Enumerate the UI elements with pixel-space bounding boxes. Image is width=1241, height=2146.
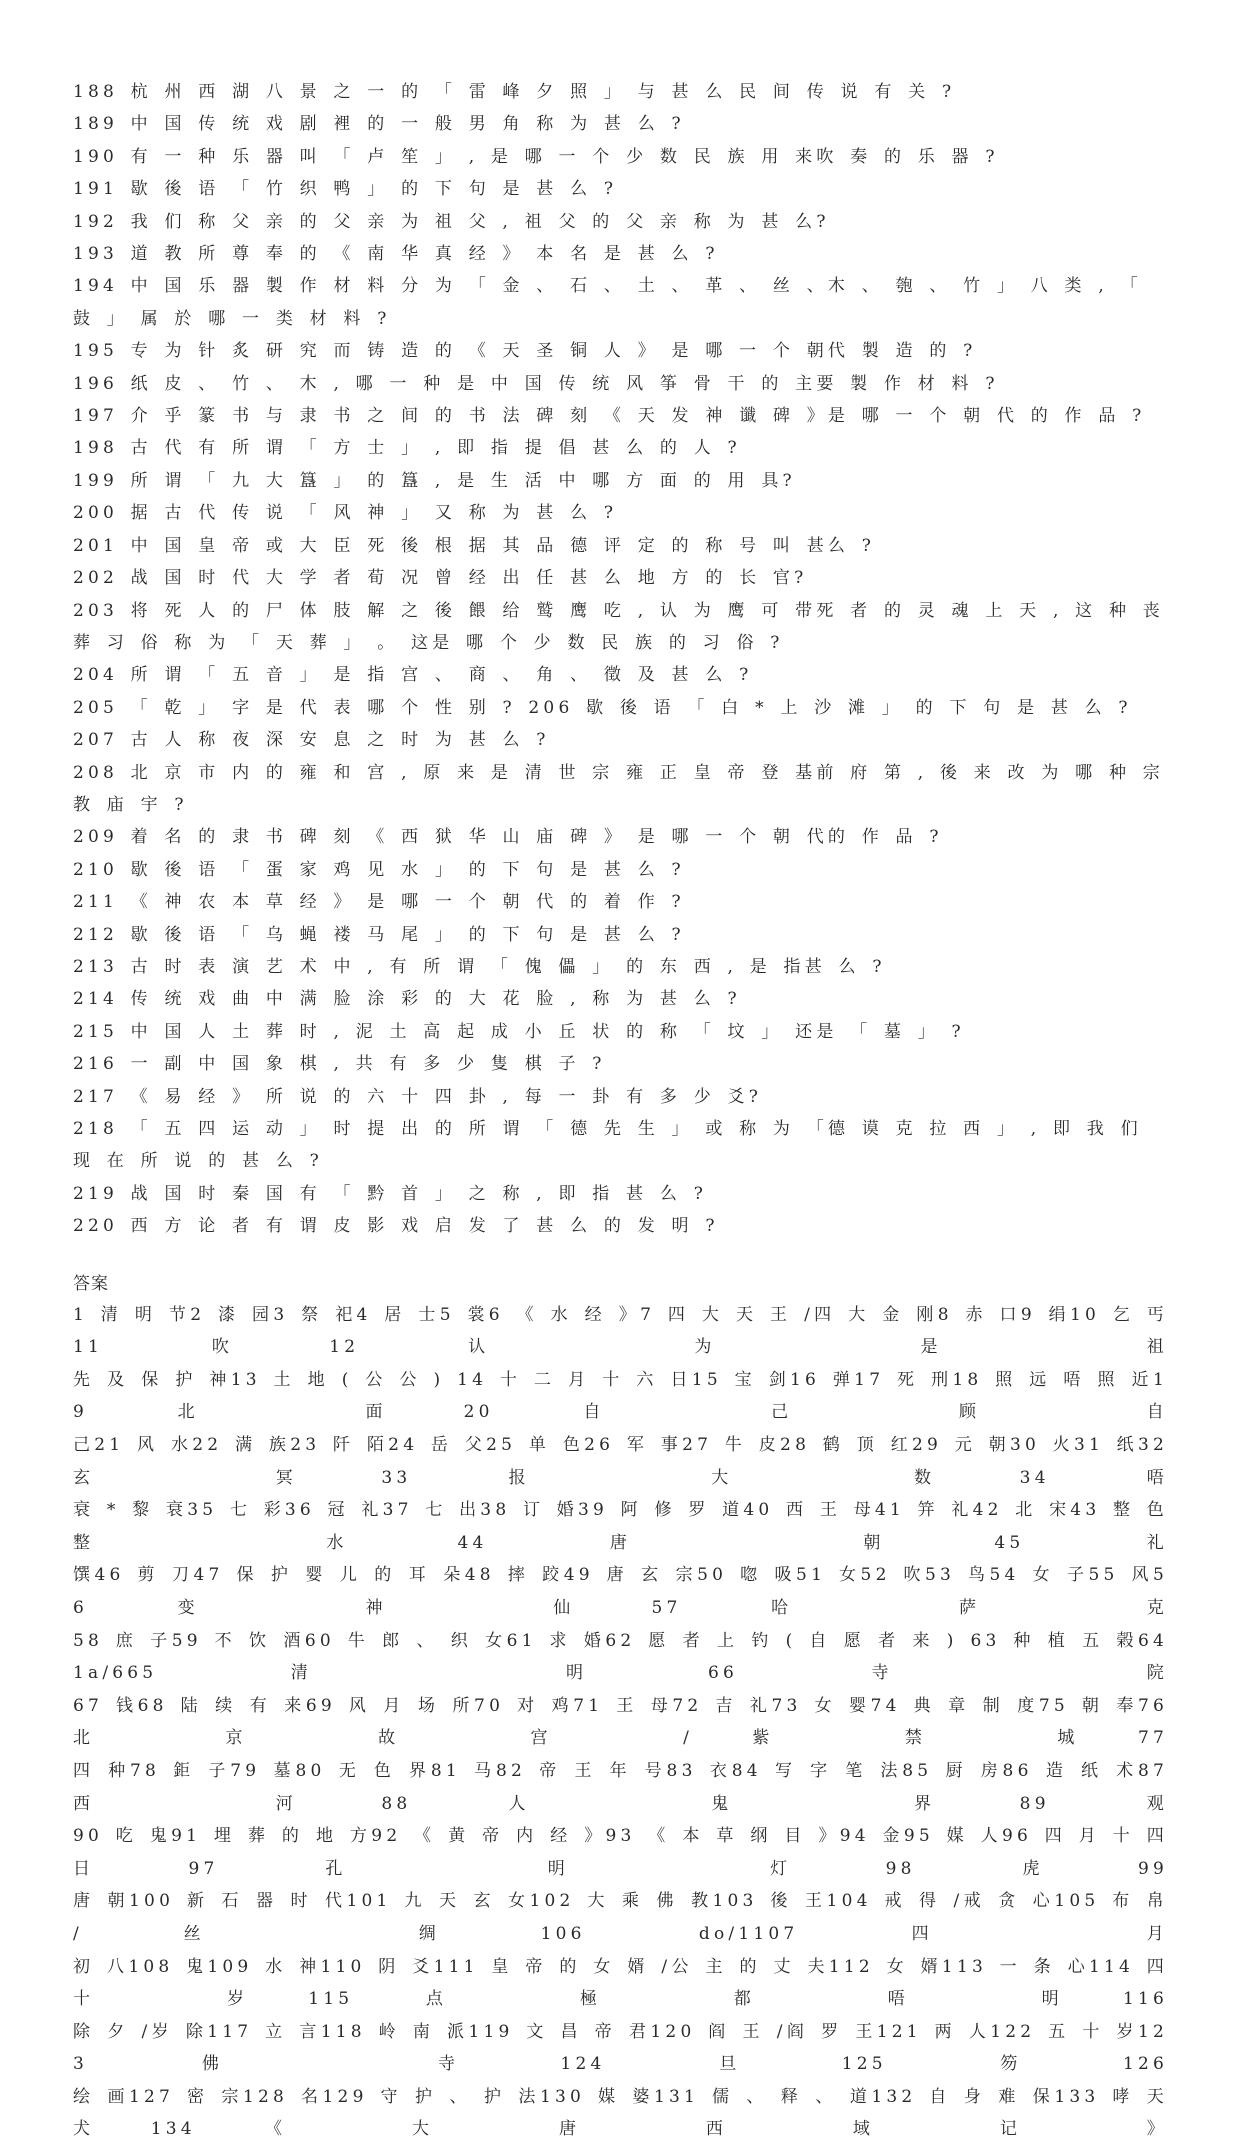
answers-line: 唐 朝100 新 石 器 时 代101 九 天 玄 女102 大 乘 佛 教103 後 王104 戒 得 /戒 贪 心105 布 帛 /丝 绸106 do/1107 四 月 bbox=[73, 1891, 1168, 1944]
question-204: 204 所 谓 「 五 音 」 是 指 宫 、 商 、 角 、 徵 及 甚 么 ? bbox=[73, 665, 753, 686]
question-203: 203 将 死 人 的 尸 体 肢 解 之 後 餵 给 鹫 鹰 吃 , 认 为 鹰 可 带死 者 的 灵 魂 上 天 , 这 种 丧 葬 习 俗 称 为 「 天 葬 」 。 这是 哪 个 少 数 民 族 的 习 俗 ? bbox=[73, 600, 1164, 653]
question-216: 216 一 副 中 国 象 棋 , 共 有 多 少 隻 棋 子 ? bbox=[73, 1054, 606, 1075]
question-199: 199 所 谓 「 九 大 簋 」 的 簋 , 是 生 活 中 哪 方 面 的 用 具? bbox=[73, 470, 796, 491]
question-210: 210 歇 後 语 「 蛋 家 鸡 见 水 」 的 下 句 是 甚 么 ? bbox=[73, 859, 685, 880]
question-211: 211 《 神 农 本 草 经 》 是 哪 一 个 朝 代 的 着 作 ? bbox=[73, 892, 685, 913]
question-190: 190 有 一 种 乐 器 叫 「 卢 笙 」 , 是 哪 一 个 少 数 民 族 用 来吹 奏 的 乐 器 ? bbox=[73, 146, 999, 167]
answers-line: 除 夕 /岁 除117 立 言118 岭 南 派119 文 昌 帝 君120 阎 王 /阎 罗 王121 两 人122 五 十 岁123 佛 寺124 旦125 笏126 bbox=[73, 2021, 1168, 2075]
question-218: 218 「 五 四 运 动 」 时 提 出 的 所 谓 「 德 先 生 」 或 称 为 「德 谟 克 拉 西 」 , 即 我 们 现 在 所 说 的 甚 么 ? bbox=[73, 1119, 1142, 1172]
answers-heading: 答案 bbox=[73, 1273, 109, 1294]
answers-line: 馔46 剪 刀47 保 护 婴 儿 的 耳 朵48 摔 跤49 唐 玄 宗50 唿 吸51 女52 吹53 鸟54 女 子55 风56 变 神 仙57 哈 萨 克 bbox=[73, 1565, 1168, 1618]
question-201: 201 中 国 皇 帝 或 大 臣 死 後 根 据 其 品 德 评 定 的 称 号 叫 甚么 ? bbox=[73, 535, 876, 556]
question-215: 215 中 国 人 土 葬 时 , 泥 土 高 起 成 小 丘 状 的 称 「 坟 」 还是 「 墓 」 ? bbox=[73, 1021, 965, 1042]
answers-line: 先 及 保 护 神13 土 地 ( 公 公 ) 14 十 二 月 十 六 日15 宝 剑16 弹17 死 刑18 照 远 唔 照 近19 北 面20 自 己 顾 自 bbox=[73, 1369, 1168, 1423]
question-219: 219 战 国 时 秦 国 有 「 黔 首 」 之 称 , 即 指 甚 么 ? bbox=[73, 1183, 708, 1204]
question-188: 188 杭 州 西 湖 八 景 之 一 的 「 雷 峰 夕 照 」 与 甚 么 民 间 传 说 有 关 ? bbox=[73, 82, 956, 102]
document-page bbox=[73, 76, 1168, 2146]
question-208: 208 北 京 市 内 的 雍 和 宫 , 原 来 是 清 世 宗 雍 正 皇 帝 登 基前 府 第 , 後 来 改 为 哪 种 宗 教 庙 宇 ? bbox=[73, 762, 1164, 815]
question-192: 192 我 们 称 父 亲 的 父 亲 为 祖 父 , 祖 父 的 父 亲 称 为 甚 么? bbox=[73, 211, 830, 232]
answers-line: 四 种78 鉅 子79 墓80 无 色 界81 马82 帝 王 年 号83 衣84 写 字 笔 法85 厨 房86 造 纸 术87 西 河88 人 鬼 界89 观 bbox=[73, 1760, 1168, 1814]
answers-line: 58 庶 子59 不 饮 酒60 牛 郎 、 织 女61 求 婚62 愿 者 上 钓 ( 自 愿 者 来 ) 63 种 植 五 榖64 1a/665 清 明66 寺 院 bbox=[73, 1630, 1168, 1684]
question-194: 194 中 国 乐 器 製 作 材 料 分 为 「 金 、 石 、 土 、 革 、 丝 、木 、 匏 、 竹 」 八 类 , 「 鼓 」 属 於 哪 一 类 材 料 ? bbox=[73, 276, 1142, 329]
answers-block bbox=[73, 1299, 1168, 2146]
question-191: 191 歇 後 语 「 竹 织 鸭 」 的 下 句 是 甚 么 ? bbox=[73, 179, 618, 200]
question-197: 197 介 乎 篆 书 与 隶 书 之 间 的 书 法 碑 刻 《 天 发 神 谶 碑 》是 哪 一 个 朝 代 的 作 品 ? bbox=[73, 406, 1146, 427]
question-195: 195 专 为 针 炙 研 究 而 铸 造 的 《 天 圣 铜 人 》 是 哪 一 个 朝代 製 造 的 ? bbox=[73, 341, 977, 362]
question-200: 200 据 古 代 传 说 「 风 神 」 又 称 为 甚 么 ? bbox=[73, 503, 618, 524]
answers-line: 90 吃 鬼91 埋 葬 的 地 方92 《 黄 帝 内 经 》93 《 本 草 纲 目 》94 金95 媒 人96 四 月 十 四 日97 孔 明 灯98 虎99 bbox=[73, 1826, 1168, 1879]
question-214: 214 传 统 戏 曲 中 满 脸 涂 彩 的 大 花 脸 , 称 为 甚 么 ? bbox=[73, 989, 741, 1010]
question-list bbox=[73, 76, 1168, 1243]
question-205-206: 205 「 乾 」 字 是 代 表 哪 个 性 别 ? 206 歇 後 语 「 白 * 上 沙 滩 」 的 下 句 是 甚 么 ? bbox=[73, 697, 1132, 718]
section-gap bbox=[73, 1243, 1168, 1269]
question-220: 220 西 方 论 者 有 谓 皮 影 戏 启 发 了 甚 么 的 发 明 ? bbox=[73, 1216, 719, 1237]
answers-line: 67 钱68 陆 续 有 来69 风 月 场 所70 对 鸡71 王 母72 吉 礼73 女 婴74 典 章 制 度75 朝 奉76 北 京 故 宫 /紫 禁 城77 bbox=[73, 1695, 1168, 1749]
question-193: 193 道 教 所 尊 奉 的 《 南 华 真 经 》 本 名 是 甚 么 ? bbox=[73, 244, 719, 265]
question-196: 196 纸 皮 、 竹 、 木 , 哪 一 种 是 中 国 传 统 风 筝 骨 干 的 主要 製 作 材 料 ? bbox=[73, 373, 999, 394]
question-198: 198 古 代 有 所 谓 「 方 士 」 , 即 指 提 倡 甚 么 的 人 ? bbox=[73, 438, 741, 459]
answers-line: 初 八108 鬼109 水 神110 阴 爻111 皇 帝 的 女 婿 /公 主 的 丈 夫112 女 婿113 一 条 心114 四 十 岁115 点 極 都 唔 明116 bbox=[73, 1956, 1168, 2010]
answers-line: 绘 画127 密 宗128 名129 守 护 、 护 法130 媒 婆131 儒 、 释 、 道132 自 身 难 保133 哮 天 犬134 《 大 唐 西 域 记 》 bbox=[73, 2086, 1168, 2140]
question-207: 207 古 人 称 夜 深 安 息 之 时 为 甚 么 ? bbox=[73, 730, 550, 751]
question-212: 212 歇 後 语 「 乌 蝇 褛 马 尾 」 的 下 句 是 甚 么 ? bbox=[73, 924, 685, 945]
answers-line: 己21 风 水22 满 族23 阡 陌24 岳 父25 单 色26 军 事27 牛 皮28 鹤 顶 红29 元 朝30 火31 纸32 玄 冥33 报 大 数34 唔 bbox=[73, 1435, 1168, 1488]
question-202: 202 战 国 时 代 大 学 者 荀 况 曾 经 出 任 甚 么 地 方 的 长 官? bbox=[73, 568, 808, 589]
answers-line: 衰 * 黎 衰35 七 彩36 冠 礼37 七 出38 订 婚39 阿 修 罗 道40 西 王 母41 笄 礼42 北 宋43 整 色 整 水44 唐 朝45 礼 bbox=[73, 1500, 1168, 1553]
answers-line: 1 清 明 节2 漆 园3 祭 祀4 居 士5 裳6 《 水 经 》7 四 大 天 王 /四 大 金 刚8 赤 口9 绢10 乞 丐11 吹12 认 为 是 祖 bbox=[73, 1304, 1168, 1358]
question-213: 213 古 时 表 演 艺 术 中 , 有 所 谓 「 傀 儡 」 的 东 西 , 是 指甚 么 ? bbox=[73, 956, 886, 977]
question-189: 189 中 国 传 统 戏 剧 裡 的 一 般 男 角 称 为 甚 么 ? bbox=[73, 114, 685, 135]
question-217: 217 《 易 经 》 所 说 的 六 十 四 卦 , 每 一 卦 有 多 少 爻? bbox=[73, 1086, 763, 1107]
question-209: 209 着 名 的 隶 书 碑 刻 《 西 狱 华 山 庙 碑 》 是 哪 一 个 朝 代的 作 品 ? bbox=[73, 827, 943, 848]
